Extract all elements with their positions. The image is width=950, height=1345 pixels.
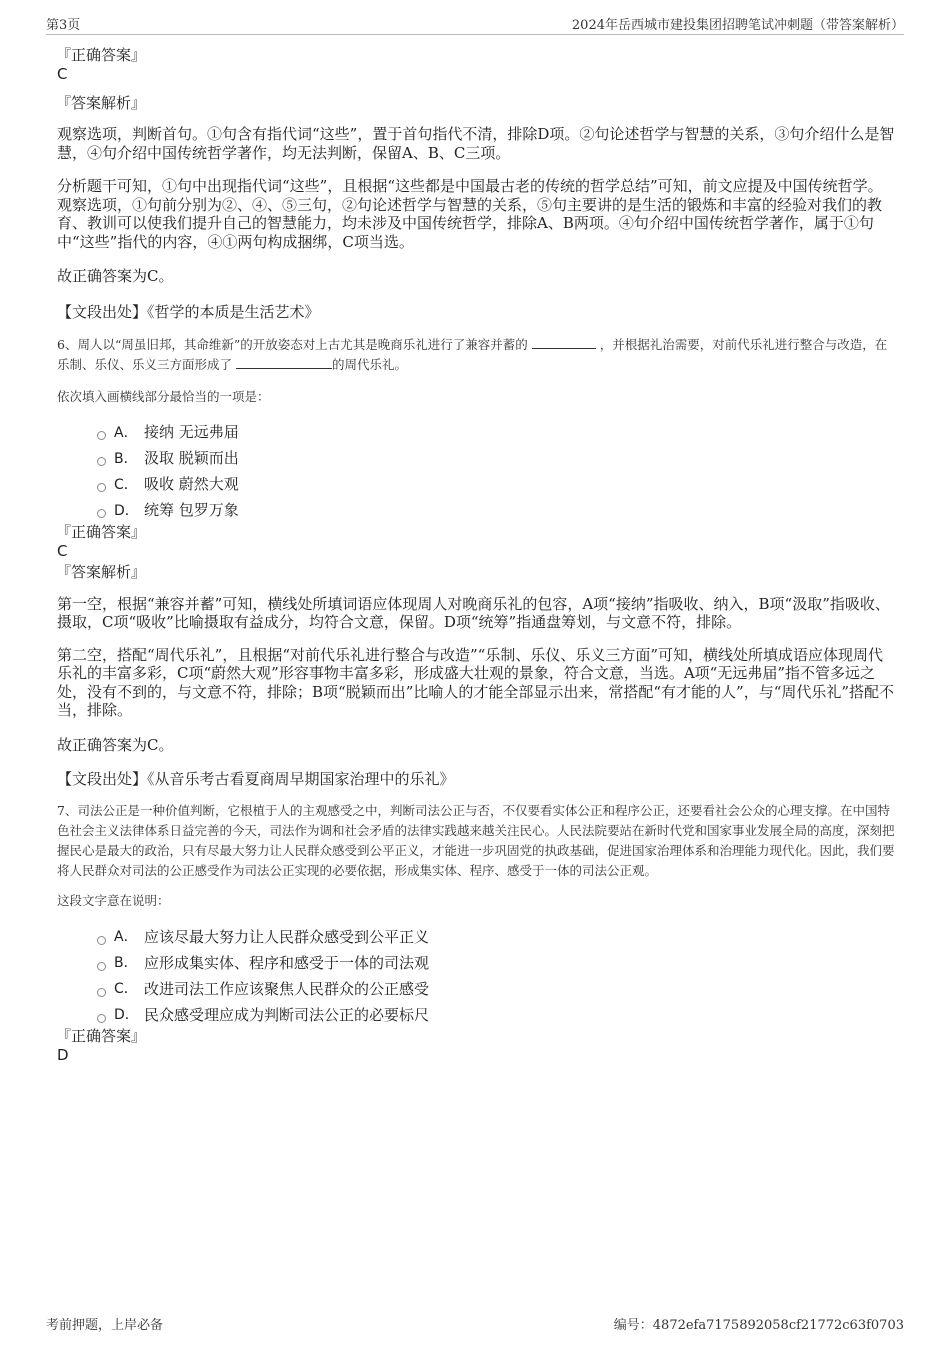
analysis-paragraph: 分析题干可知，①句中出现指代词“这些”，且根据“这些都是中国最古老的传统的哲学总结”可知，前文应提及中国传统哲学。观察选项，①句前分别为②、④、⑤三句，②句论述哲学与智慧的关系，⑤句主要讲的是生活的锻炼和丰富的经验对我们的教育、教训可以使我们提升自己的智慧能力，均未涉及中国传统哲学，排除A、B两项。④句介绍中国传统哲学著作，属于①句中“这些”指代的内容，④①两句构成捆绑，C项当选。: [57, 177, 883, 251]
answer-label: 『正确答案』: [56, 46, 147, 64]
option-text: 改进司法工作应该聚焦人民群众的公正感受: [144, 979, 430, 998]
option-c[interactable]: [97, 471, 897, 497]
question-7: [57, 801, 897, 1065]
analysis-paragraph: 观察选项，判断首句。①句含有指代词“这些”，置于首句指代不清，排除D项。②句论述哲学与智慧的关系，③句介绍什么是智慧，④句介绍中国传统哲学著作，均无法判断，保留A、B、C三项。: [57, 125, 895, 162]
footer-note: 考前押题，上岸必备: [46, 1318, 164, 1333]
radio-icon[interactable]: [97, 962, 106, 971]
analysis-paragraph: 第二空，搭配“周代乐礼”，且根据“对前代乐礼进行整合与改造”“乐制、乐仪、乐义三方面”可知，横线处所填成语应体现周代乐礼的丰富多彩，C项“蔚然大观”形容事物丰富多彩，形成盛大壮观的景象，符合文意，当选。A项“无远弗届”指不管多远之处，没有不到的，与文意不符，排除；B项“脱颖而出”比喻人的才能全部显示出来，常搭配“有才能的人”，与“周代乐礼”搭配不当，排除。: [57, 645, 895, 719]
q5-answer-block: [57, 46, 897, 322]
document-title: 2024年岳西城市建投集团招聘笔试冲刺题（带答案解析）: [571, 18, 904, 33]
option-text: 接纳 无远弗届: [144, 423, 239, 441]
conclusion: 故正确答案为C。: [57, 267, 174, 285]
answer-label: 『正确答案』: [56, 522, 147, 541]
option-letter: C．: [114, 981, 138, 997]
option-letter: A．: [114, 929, 138, 945]
analysis-label: 『答案解析』: [56, 562, 147, 581]
answer-value: D: [57, 1046, 69, 1064]
stem-part: 的周代乐礼。: [332, 356, 408, 372]
answer-value: C: [57, 65, 68, 83]
option-b[interactable]: [97, 445, 897, 471]
option-d[interactable]: [97, 497, 897, 523]
option-text: 汲取 脱颖而出: [144, 449, 239, 467]
option-text: 统筹 包罗万象: [144, 501, 239, 519]
option-letter: B．: [114, 450, 138, 467]
option-d[interactable]: [97, 1001, 897, 1027]
question-prompt: 这段文字意在说明：: [57, 893, 170, 908]
option-c[interactable]: [97, 975, 897, 1001]
analysis-label: 『答案解析』: [56, 94, 147, 112]
conclusion: 故正确答案为C。: [57, 735, 174, 754]
radio-icon[interactable]: [97, 457, 106, 466]
options-list: [97, 923, 897, 1027]
option-letter: B．: [114, 955, 138, 971]
question-prompt: 依次填入画横线部分最恰当的一项是：: [57, 388, 270, 404]
radio-icon[interactable]: [97, 509, 106, 518]
stem-part: ，并根据礼治需要，对前代乐礼进行整合与改造，在乐制、乐仪、乐义三方面形成了: [57, 336, 888, 372]
answer-label: 『正确答案』: [56, 1027, 147, 1045]
option-text: 应形成集实体、程序和感受于一体的司法观: [144, 953, 430, 972]
page-content: [57, 46, 897, 1065]
option-a[interactable]: [97, 923, 897, 949]
fill-blank: [236, 356, 332, 369]
document-code: 编号：4872efa7175892058cf21772c63f0703: [613, 1318, 904, 1333]
option-b[interactable]: [97, 949, 897, 975]
option-a[interactable]: [97, 419, 897, 445]
source-citation: 【文段出处】《从音乐考古看夏商周早期国家治理中的乐礼》: [57, 770, 455, 788]
option-text: 民众感受理应成为判断司法公正的必要标尺: [144, 1005, 430, 1024]
radio-icon[interactable]: [97, 1014, 106, 1023]
option-letter: D．: [114, 502, 139, 519]
option-text: 吸收 蔚然大观: [144, 475, 239, 493]
option-letter: D．: [114, 1007, 139, 1023]
radio-icon[interactable]: [97, 483, 106, 492]
options-list: [97, 419, 897, 523]
analysis-paragraph: 第一空，根据“兼容并蓄”可知，横线处所填词语应体现周人对晚商乐礼的包容，A项“接纳”指吸收、纳入，B项“汲取”指吸收、摄取，C项“吸收”比喻摄取有益成分，均符合文意，保留。D项“统筹”指通盘筹划，与文意不符，排除。: [57, 594, 890, 631]
option-text: 应该尽最大努力让人民群众感受到公平正义: [144, 927, 430, 946]
option-letter: A．: [114, 424, 138, 441]
page-footer: [46, 1314, 904, 1332]
radio-icon[interactable]: [97, 431, 106, 440]
question-6: [57, 335, 897, 790]
stem-part: 6、周人以“周虽旧邦，其命维新”的开放姿态对上古尤其是晚商乐礼进行了兼容并蓄的: [57, 336, 528, 352]
radio-icon[interactable]: [97, 988, 106, 997]
radio-icon[interactable]: [97, 936, 106, 945]
page-header: [46, 14, 904, 35]
page-number: 第3页: [46, 18, 81, 33]
source-citation: 【文段出处】《哲学的本质是生活艺术》: [57, 302, 320, 321]
question-stem: 7、司法公正是一种价值判断，它根植于人的主观感受之中，判断司法公正与否，不仅要看实体公正和程序公正，还要看社会公众的心理支撑。在中国特色社会主义法律体系日益完善的今天，司法作为调和社会矛盾的法律实践越来越关注民心。人民法院要站在新时代党和国家事业发展全局的高度，深刻把握民心是最大的政治，只有尽最大努力让人民群众感受到公平正义，才能进一步巩固党的执政基础，促进国家治理体系和治理能力现代化。因此，我们要将人民群众对司法的公正感受作为司法公正实现的必要依据，形成集实体、程序、感受于一体的司法公正观。: [57, 803, 895, 878]
question-stem: [57, 335, 897, 375]
fill-blank: [532, 336, 596, 349]
option-letter: C．: [114, 476, 138, 493]
answer-value: C: [57, 541, 68, 560]
